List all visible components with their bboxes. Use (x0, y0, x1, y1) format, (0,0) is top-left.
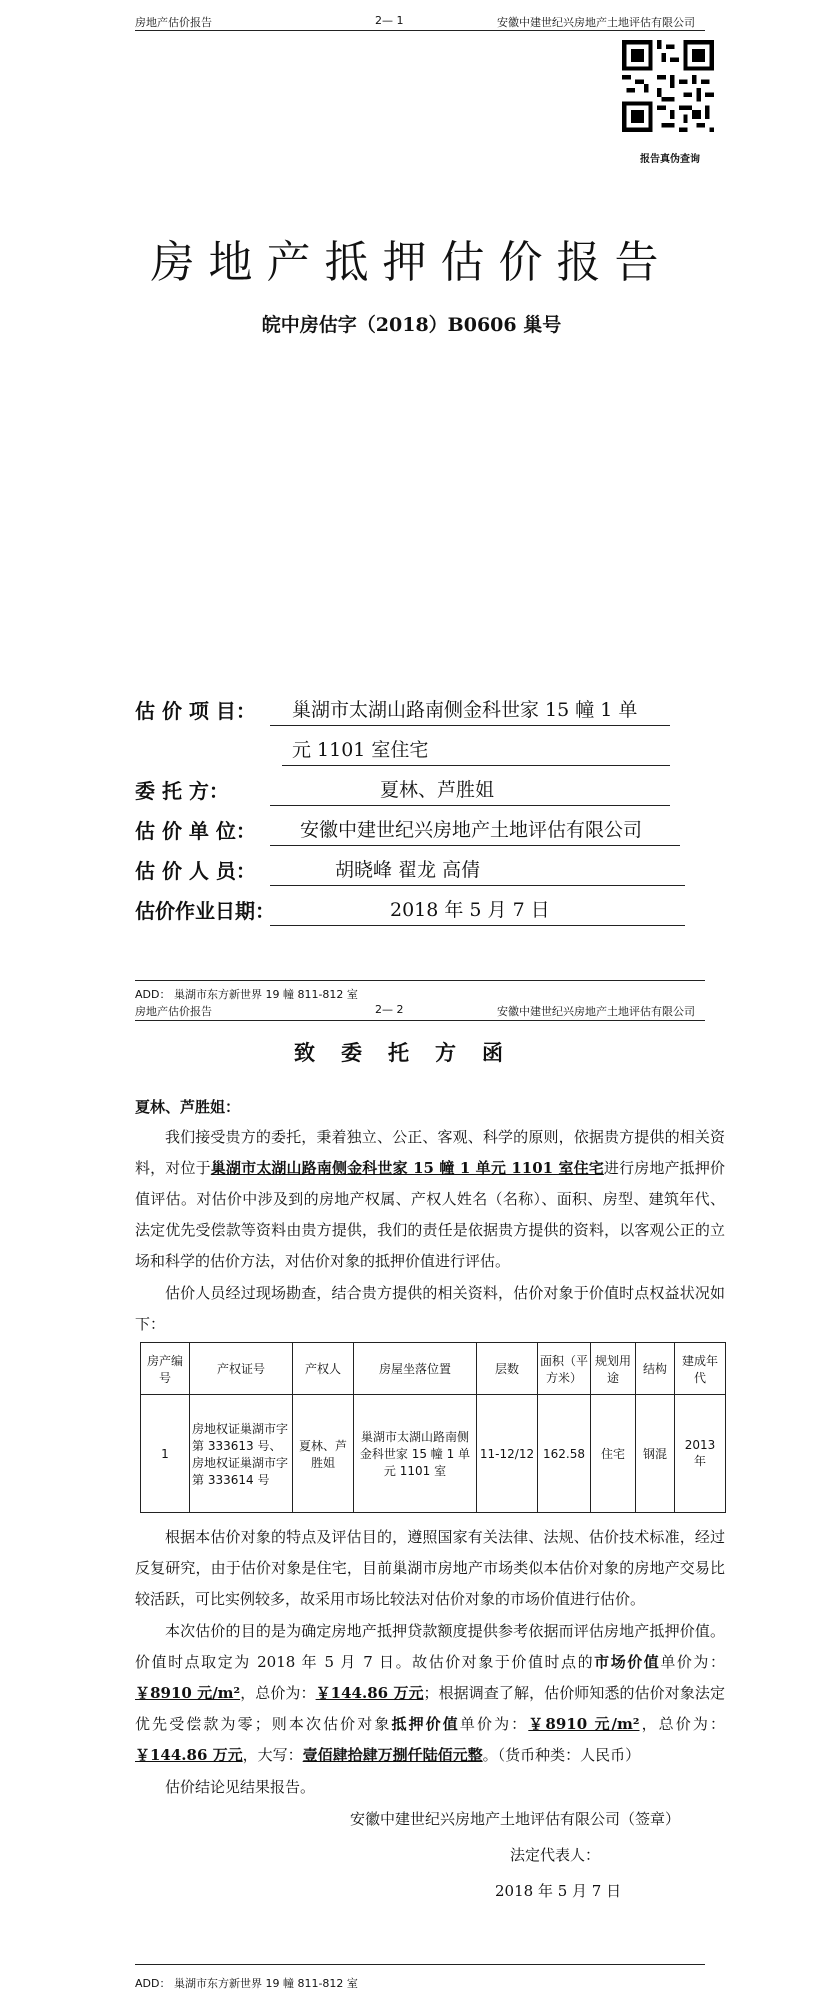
paragraph-3: 根据本估价对象的特点及评估目的，遵照国家有关法律、法规、估价技术标准，经过反复研究，由于估价对象是住宅，目前巢湖市房地产市场类似本估价对象的房地产交易比较活跃，可比实例较多，故采用市场比较法对估价对象的市场价值进行估价。 (135, 1528, 725, 1608)
appraiser-underline (270, 884, 685, 886)
appraiser-label: 估 价 人 员： (135, 859, 256, 883)
appraiser-value: 胡晓峰 翟龙 高倩 (335, 859, 481, 881)
paragraph-1: 我们接受贵方的委托，秉着独立、公正、客观、科学的原则，依据贵方提供的相关资料，对位于巢湖市太湖山路南侧金科世家 15 幢 1 单元 1101 室住宅进行房地产抵押价值评估。对估价中涉及到的房地产权属、产权人姓名（名称）、面积、房型、建筑年代、法定优先受偿款等资料由贵方提供，我们的责任是依据贵方提供的资料，以客观公正的立场和科学的估价方法，对估价对象的抵押价值进行评估。 (135, 1128, 725, 1270)
unit-value: 安徽中建世纪兴房地产土地评估有限公司 (300, 819, 643, 841)
header-left: 房地产估价报告 (135, 16, 212, 29)
header-rule-2 (135, 1020, 705, 1021)
client-label: 委 托 方： (135, 779, 229, 803)
header-page-number: 2— 1 (375, 14, 404, 27)
table-row (141, 1395, 726, 1513)
footer-address-2: ADD： 巢湖市东方新世界 19 幢 811-812 室 (135, 1977, 358, 1990)
property-table (140, 1342, 726, 1513)
header-right-2: 安徽中建世纪兴房地产土地评估有限公司 (497, 1005, 695, 1018)
table-cell: 房地权证巢湖市字第 333613 号、房地权证巢湖市字第 333614 号 (190, 1395, 293, 1513)
qr-caption: 报告真伪查询 (640, 154, 700, 165)
footer-rule (135, 980, 705, 981)
qr-code-icon (622, 40, 714, 132)
table-header-cell: 面积（平方米） (538, 1343, 591, 1395)
date-label: 估价作业日期： (135, 899, 275, 923)
table-header-cell: 建成年代 (675, 1343, 726, 1395)
document-number: 皖中房估字（2018）B0606 巢号 (261, 314, 562, 336)
table-cell: 162.58 (538, 1395, 591, 1513)
paragraph-5: 估价结论见结果报告。 (165, 1778, 316, 1796)
table-cell: 巢湖市太湖山路南侧金科世家 15 幢 1 单元 1101 室 (354, 1395, 477, 1513)
table-header-cell: 规划用途 (591, 1343, 636, 1395)
client-value: 夏林、芦胜姐 (380, 779, 495, 801)
date-underline (270, 924, 685, 926)
header-right: 安徽中建世纪兴房地产土地评估有限公司 (497, 16, 695, 29)
project-label: 估 价 项 目： (135, 699, 256, 723)
page-title: 房地产抵押估价报告 (150, 237, 673, 288)
project-value-line1: 巢湖市太湖山路南侧金科世家 15 幢 1 单 (292, 699, 638, 721)
table-header-cell: 产权证号 (190, 1343, 293, 1395)
client-underline (270, 804, 670, 806)
header-rule (135, 30, 705, 31)
signature-company: 安徽中建世纪兴房地产土地评估有限公司（签章） (350, 1810, 681, 1828)
date-value: 2018 年 5 月 7 日 (390, 899, 550, 921)
header-left-2: 房地产估价报告 (135, 1005, 212, 1018)
project-underline-1 (270, 724, 670, 726)
unit-label: 估 价 单 位： (135, 819, 256, 843)
project-value-line2: 元 1101 室住宅 (292, 739, 429, 761)
paragraph-4: 本次估价的目的是为确定房地产抵押贷款额度提供参考依据而评估房地产抵押价值。价值时点取定为 2018 年 5 月 7 日。故估价对象于价值时点的市场价值单价为：￥8910 元/m²，总价为：￥144.86 万元；根据调查了解，估价师知悉的估价对象法定优先受偿款为零；则本次估价对象抵押价值单价为：￥8910 元/m²，总价为：￥144.86 万元，大写：壹佰肆拾肆万捌仟陆佰元整。（货币种类：人民币） (135, 1622, 725, 1764)
table-header-row (141, 1343, 726, 1395)
table-header-cell: 产权人 (293, 1343, 354, 1395)
header-page-number-2: 2— 2 (375, 1003, 404, 1016)
salutation: 夏林、芦胜姐： (135, 1098, 241, 1116)
table-cell: 11-12/12 (477, 1395, 538, 1513)
table-header-cell: 层数 (477, 1343, 538, 1395)
footer-address: ADD： 巢湖市东方新世界 19 幢 811-812 室 (135, 988, 358, 1001)
paragraph-2: 估价人员经过现场勘查，结合贵方提供的相关资料，估价对象于价值时点权益状况如下： (135, 1284, 725, 1333)
signature-representative: 法定代表人： (510, 1846, 601, 1864)
letter-title: 致委托方函 (294, 1040, 529, 1065)
table-header-cell: 房屋坐落位置 (354, 1343, 477, 1395)
footer-rule-2 (135, 1964, 705, 1965)
table-header-cell: 结构 (636, 1343, 675, 1395)
unit-underline (270, 844, 680, 846)
table-cell: 住宅 (591, 1395, 636, 1513)
table-header-cell: 房产编号 (141, 1343, 190, 1395)
project-underline-2 (282, 764, 670, 766)
table-cell: 钢混 (636, 1395, 675, 1513)
table-cell: 1 (141, 1395, 190, 1513)
table-cell: 2013 年 (675, 1395, 726, 1513)
table-cell: 夏林、芦胜姐 (293, 1395, 354, 1513)
signature-date: 2018 年 5 月 7 日 (495, 1882, 622, 1900)
